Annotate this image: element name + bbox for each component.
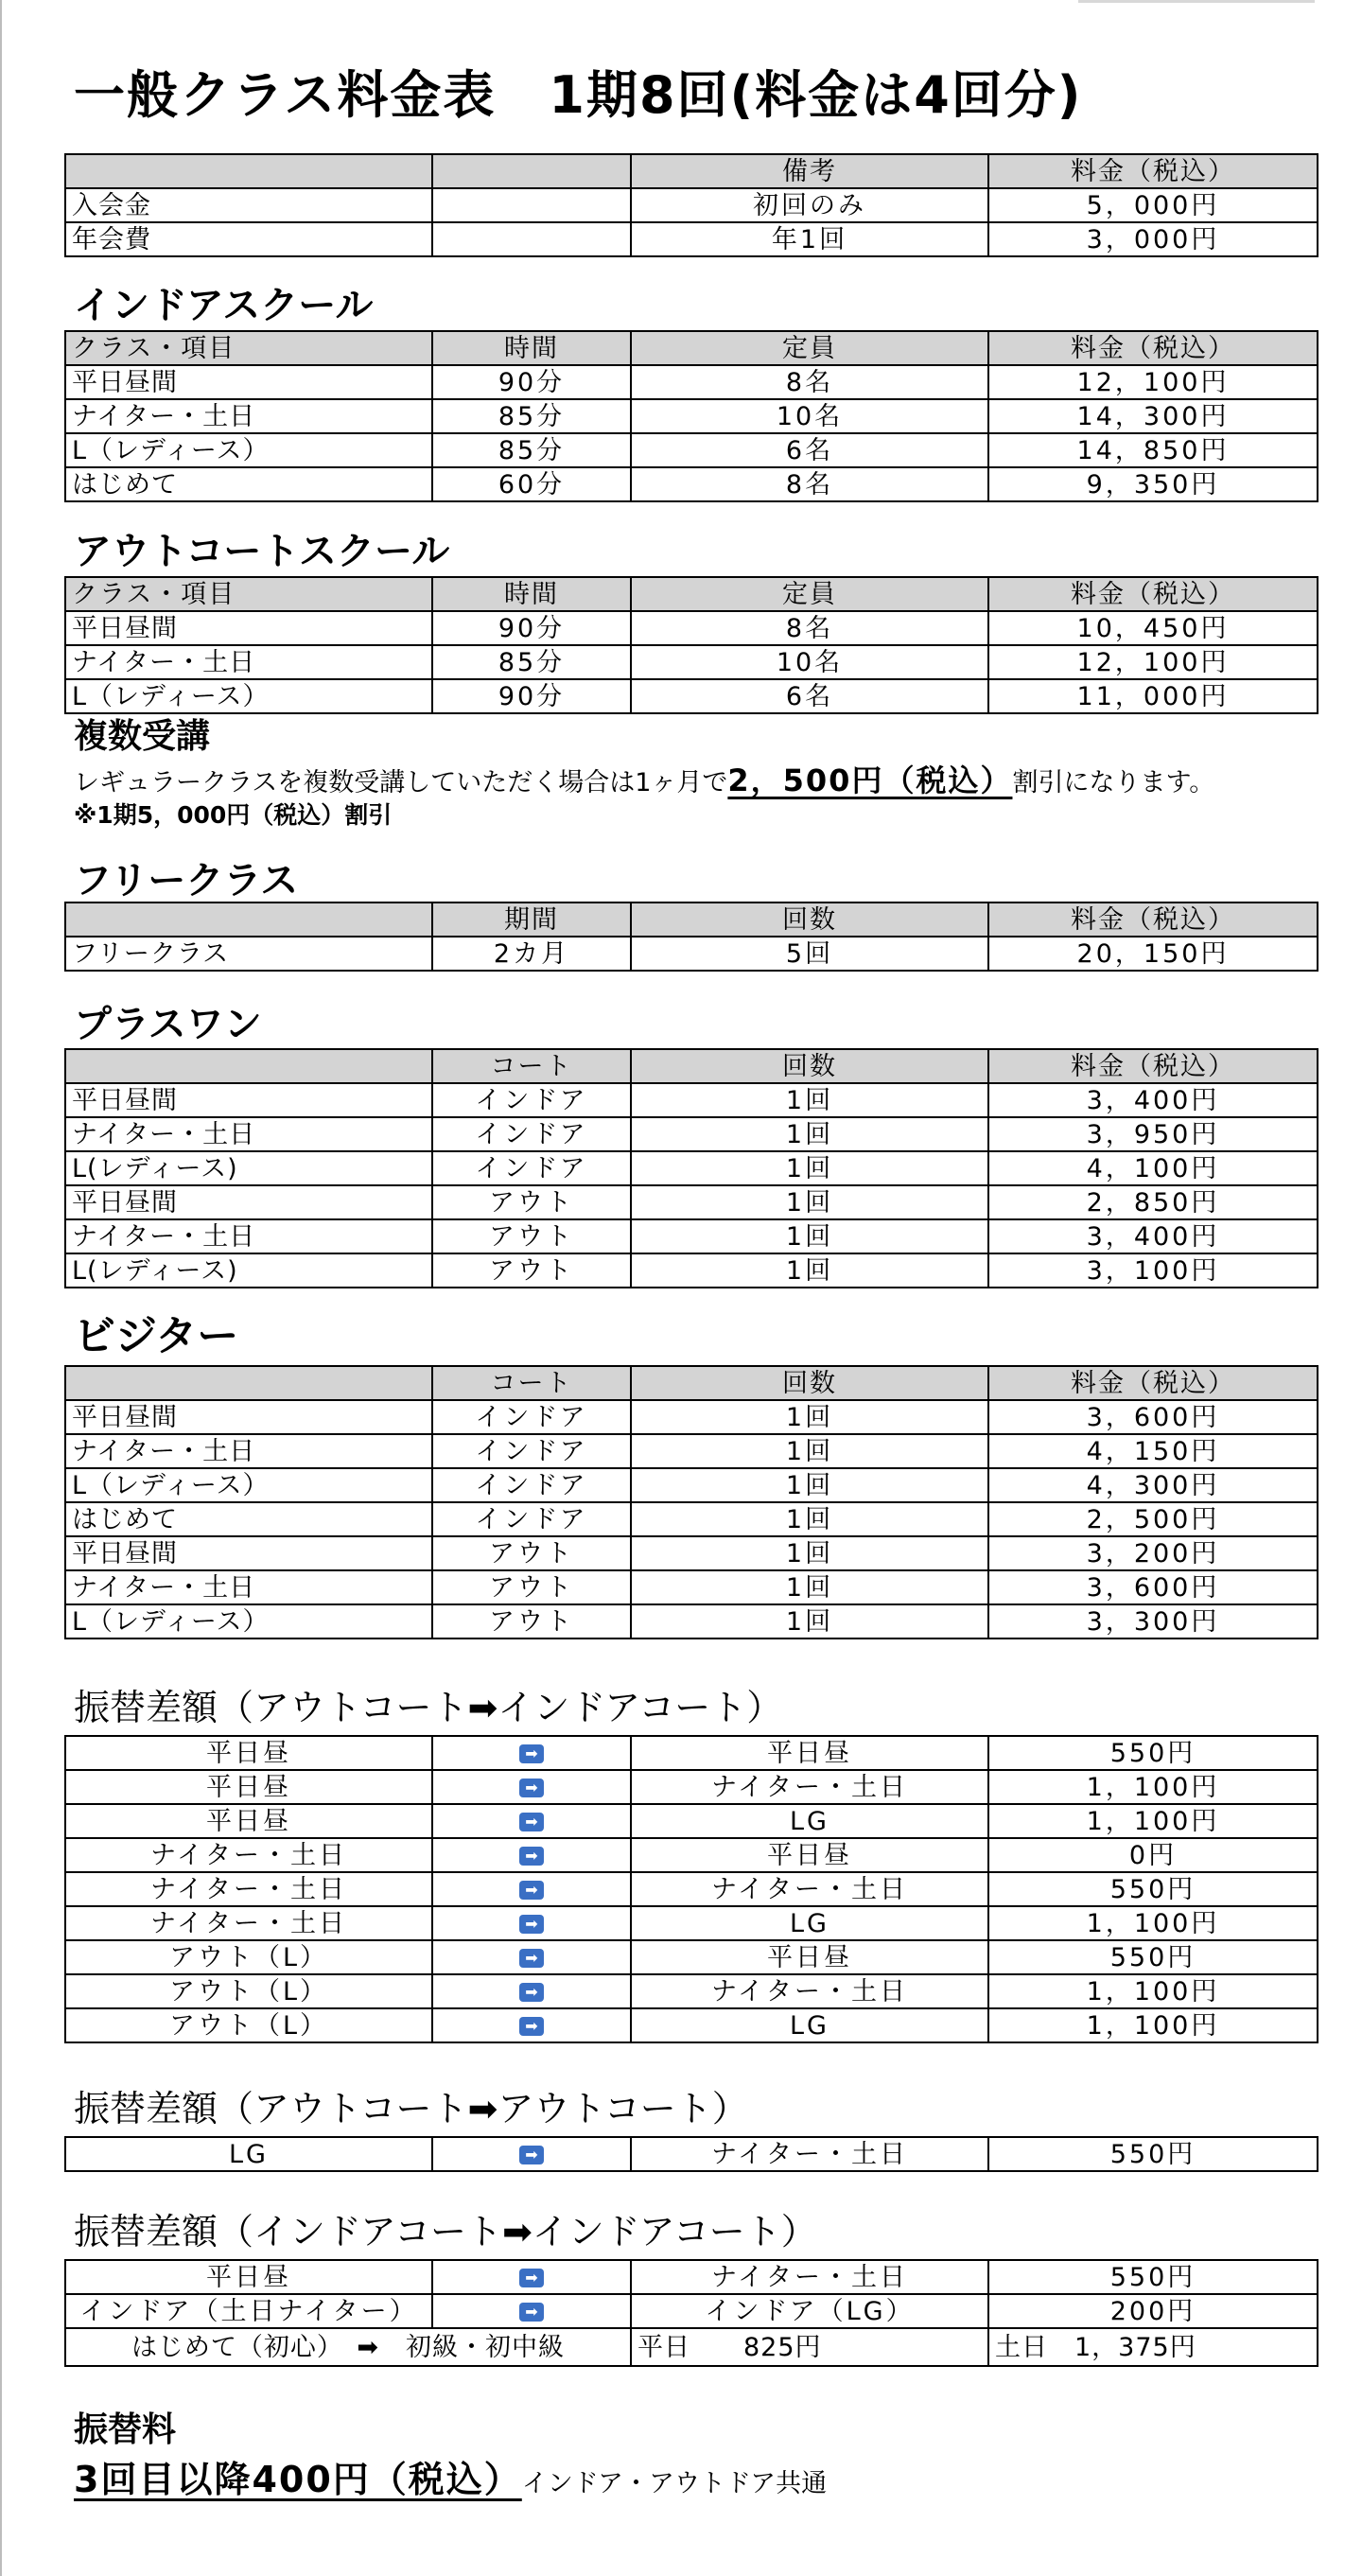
transfer3-title: 振替差額（インドアコート➡インドアコート） bbox=[74, 2211, 817, 2252]
transfer-to: ナイター・土日 bbox=[631, 1872, 988, 1906]
table-cell: 8名 bbox=[631, 365, 988, 399]
right-arrow-icon: ➡ bbox=[519, 2303, 544, 2322]
table-cell: 85分 bbox=[432, 399, 631, 433]
transfer1-table bbox=[64, 1735, 1318, 2043]
header-cell: 回数 bbox=[631, 1049, 988, 1083]
transfer-row bbox=[65, 1872, 1318, 1906]
table-cell: ナイター・土日 bbox=[65, 645, 432, 679]
table-cell: はじめて bbox=[65, 1502, 432, 1536]
outdoor-title: アウトコートスクール bbox=[74, 530, 450, 573]
table-cell: 8名 bbox=[631, 611, 988, 645]
transfer-from: ナイター・土日 bbox=[65, 1872, 432, 1906]
table-cell: 1回 bbox=[631, 1502, 988, 1536]
table-cell: ナイター・土日 bbox=[65, 399, 432, 433]
header-cell bbox=[432, 154, 631, 188]
table-cell: アウト bbox=[432, 1570, 631, 1604]
transfer-price: 200円 bbox=[988, 2294, 1318, 2328]
header-row bbox=[65, 1049, 1318, 1083]
table-row bbox=[65, 1151, 1318, 1185]
table-row bbox=[65, 222, 1318, 256]
table-cell: アウト bbox=[432, 1536, 631, 1570]
table-cell: 3，600円 bbox=[988, 1400, 1318, 1434]
table-cell: L（レディース） bbox=[65, 1468, 432, 1502]
table-cell: アウト bbox=[432, 1219, 631, 1253]
fees-table bbox=[64, 153, 1318, 257]
table-cell: インドア bbox=[432, 1117, 631, 1151]
transfer-from: アウト（L） bbox=[65, 1974, 432, 2008]
table-cell: 3，200円 bbox=[988, 1536, 1318, 1570]
transfer-price: 1，100円 bbox=[988, 1804, 1318, 1838]
multi-amount: 2，500円（税込） bbox=[727, 762, 1013, 798]
transfer-from: アウト（L） bbox=[65, 2008, 432, 2042]
transfer-weekend-price: 土日 1，375円 bbox=[988, 2328, 1318, 2366]
table-cell: 10名 bbox=[631, 645, 988, 679]
indoor-table bbox=[64, 330, 1318, 502]
table-cell: L（レディース） bbox=[65, 1604, 432, 1638]
table-cell: 1回 bbox=[631, 1468, 988, 1502]
table-cell: アウト bbox=[432, 1185, 631, 1219]
multi-text-before: レギュラークラスを複数受講していただく場合は1ヶ月で bbox=[74, 768, 728, 797]
table-cell: 1回 bbox=[631, 1434, 988, 1468]
right-arrow-icon: ➡ bbox=[519, 2146, 544, 2164]
table-row bbox=[65, 1400, 1318, 1434]
transfer-price: 1，100円 bbox=[988, 1770, 1318, 1804]
table-cell: L(レディース) bbox=[65, 1151, 432, 1185]
transfer-to: ナイター・土日 bbox=[631, 1770, 988, 1804]
header-cell: 定員 bbox=[631, 331, 988, 365]
table-row bbox=[65, 1570, 1318, 1604]
table-cell: 6名 bbox=[631, 433, 988, 467]
table-cell: インドア bbox=[432, 1400, 631, 1434]
table-row bbox=[65, 1083, 1318, 1117]
table-cell: 3，100円 bbox=[988, 1253, 1318, 1288]
arrow-cell bbox=[432, 1770, 631, 1804]
table-row bbox=[65, 679, 1318, 713]
header-cell: 時間 bbox=[432, 331, 631, 365]
table-cell: 平日昼間 bbox=[65, 611, 432, 645]
table-cell: 12，100円 bbox=[988, 365, 1318, 399]
table-cell: 10名 bbox=[631, 399, 988, 433]
table-cell: インドア bbox=[432, 1083, 631, 1117]
top-strip bbox=[1078, 0, 1315, 3]
transfer-to: ナイター・土日 bbox=[631, 2260, 988, 2294]
table-cell: 平日昼間 bbox=[65, 365, 432, 399]
multi-text bbox=[74, 757, 1214, 800]
table-cell: 3，600円 bbox=[988, 1570, 1318, 1604]
table-cell: 85分 bbox=[432, 645, 631, 679]
table-cell: 1回 bbox=[631, 1083, 988, 1117]
table-row bbox=[65, 645, 1318, 679]
table-cell: 3，400円 bbox=[988, 1219, 1318, 1253]
right-arrow-icon: ➡ bbox=[519, 2269, 544, 2287]
visitor-title: ビジター bbox=[74, 1312, 239, 1360]
table-cell: 平日昼間 bbox=[65, 1400, 432, 1434]
table-cell: 3，000円 bbox=[988, 222, 1318, 256]
free-title: フリークラス bbox=[74, 859, 299, 902]
table-row bbox=[65, 1468, 1318, 1502]
table-row bbox=[65, 1434, 1318, 1468]
table-cell: ナイター・土日 bbox=[65, 1117, 432, 1151]
transfer-fee-amount: 3回目以降400円（税込） bbox=[74, 2459, 522, 2500]
header-row bbox=[65, 331, 1318, 365]
header-cell: 料金（税込） bbox=[988, 154, 1318, 188]
header-row bbox=[65, 902, 1318, 937]
table-cell: ナイター・土日 bbox=[65, 1434, 432, 1468]
plusone-title: プラスワン bbox=[74, 1003, 262, 1046]
table-cell: 8名 bbox=[631, 467, 988, 501]
table-cell: L(レディース) bbox=[65, 1253, 432, 1288]
multi-text-after: 割引になります。 bbox=[1012, 768, 1215, 797]
table-cell: 1回 bbox=[631, 1570, 988, 1604]
transfer-price: 1，100円 bbox=[988, 1906, 1318, 1940]
arrow-cell bbox=[432, 2137, 631, 2171]
table-cell: 平日昼間 bbox=[65, 1185, 432, 1219]
arrow-cell bbox=[432, 2294, 631, 2328]
table-cell bbox=[432, 222, 631, 256]
multi-note: ※1期5，000円（税込）割引 bbox=[74, 801, 393, 829]
header-cell bbox=[65, 1049, 432, 1083]
transfer-to: 平日昼 bbox=[631, 1838, 988, 1872]
table-cell: 3，300円 bbox=[988, 1604, 1318, 1638]
table-cell: 4，100円 bbox=[988, 1151, 1318, 1185]
transfer2-table bbox=[64, 2136, 1318, 2172]
arrow-cell bbox=[432, 1872, 631, 1906]
header-row bbox=[65, 1366, 1318, 1400]
table-cell: 10，450円 bbox=[988, 611, 1318, 645]
table-cell: 12，100円 bbox=[988, 645, 1318, 679]
header-cell: コート bbox=[432, 1366, 631, 1400]
page-edge bbox=[0, 0, 2, 2576]
table-cell: 年会費 bbox=[65, 222, 432, 256]
header-cell: コート bbox=[432, 1049, 631, 1083]
header-cell: 料金（税込） bbox=[988, 1049, 1318, 1083]
right-arrow-icon: ➡ bbox=[519, 1779, 544, 1797]
header-row bbox=[65, 154, 1318, 188]
table-row bbox=[65, 1117, 1318, 1151]
transfer-from: 平日昼 bbox=[65, 2260, 432, 2294]
table-row bbox=[65, 1253, 1318, 1288]
table-cell: 初回のみ bbox=[631, 188, 988, 222]
table-cell: 20，150円 bbox=[988, 937, 1318, 971]
header-cell: クラス・項目 bbox=[65, 577, 432, 611]
header-cell: 備考 bbox=[631, 154, 988, 188]
indoor-title: インドアスクール bbox=[74, 284, 374, 327]
table-cell: 90分 bbox=[432, 679, 631, 713]
table-cell: 4，150円 bbox=[988, 1434, 1318, 1468]
transfer-from: ナイター・土日 bbox=[65, 1906, 432, 1940]
transfer-to: 平日昼 bbox=[631, 1940, 988, 1974]
right-arrow-icon: ➡ bbox=[519, 2017, 544, 2036]
table-cell: 3，400円 bbox=[988, 1083, 1318, 1117]
transfer-from: 平日昼 bbox=[65, 1770, 432, 1804]
page-title: 一般クラス料金表 1期8回(料金は4回分) bbox=[74, 65, 1083, 125]
transfer-from: アウト（L） bbox=[65, 1940, 432, 1974]
arrow-cell bbox=[432, 1906, 631, 1940]
header-cell: クラス・項目 bbox=[65, 331, 432, 365]
transfer-to: LG bbox=[631, 1906, 988, 1940]
table-cell: 60分 bbox=[432, 467, 631, 501]
header-cell: 回数 bbox=[631, 902, 988, 937]
table-cell bbox=[432, 188, 631, 222]
transfer-row bbox=[65, 1736, 1318, 1770]
header-row bbox=[65, 577, 1318, 611]
transfer-row bbox=[65, 2294, 1318, 2328]
transfer3-table bbox=[64, 2259, 1318, 2367]
table-row bbox=[65, 1604, 1318, 1638]
table-row bbox=[65, 1185, 1318, 1219]
transfer-from: ナイター・土日 bbox=[65, 1838, 432, 1872]
multi-title: 複数受講 bbox=[74, 717, 211, 756]
transfer-from: 平日昼 bbox=[65, 1804, 432, 1838]
table-row bbox=[65, 399, 1318, 433]
arrow-cell bbox=[432, 1974, 631, 2008]
transfer-row bbox=[65, 1770, 1318, 1804]
transfer-row bbox=[65, 2008, 1318, 2042]
header-cell: 料金（税込） bbox=[988, 902, 1318, 937]
transfer-to: 平日昼 bbox=[631, 1736, 988, 1770]
transfer1-title: 振替差額（アウトコート➡インドアコート） bbox=[74, 1687, 783, 1728]
transfer-price: 550円 bbox=[988, 2137, 1318, 2171]
transfer-row bbox=[65, 1940, 1318, 1974]
table-row bbox=[65, 1536, 1318, 1570]
table-cell: 1回 bbox=[631, 1117, 988, 1151]
transfer-price: 0円 bbox=[988, 1838, 1318, 1872]
transfer-to: LG bbox=[631, 2008, 988, 2042]
table-row bbox=[65, 365, 1318, 399]
right-arrow-icon: ➡ bbox=[519, 1744, 544, 1763]
header-cell: 時間 bbox=[432, 577, 631, 611]
arrow-cell bbox=[432, 1736, 631, 1770]
table-cell: 4，300円 bbox=[988, 1468, 1318, 1502]
table-cell: ナイター・土日 bbox=[65, 1570, 432, 1604]
transfer-row bbox=[65, 1838, 1318, 1872]
table-cell: 1回 bbox=[631, 1400, 988, 1434]
table-cell: 85分 bbox=[432, 433, 631, 467]
transfer-from: 平日昼 bbox=[65, 1736, 432, 1770]
transfer-beginner-from: はじめて（初心） ➡ 初級・初中級 bbox=[65, 2328, 631, 2366]
table-cell: 11，000円 bbox=[988, 679, 1318, 713]
transfer-price: 550円 bbox=[988, 2260, 1318, 2294]
transfer-weekday-price: 平日 825円 bbox=[631, 2328, 988, 2366]
right-arrow-icon: ➡ bbox=[519, 1881, 544, 1900]
arrow-cell bbox=[432, 1804, 631, 1838]
outdoor-table bbox=[64, 576, 1318, 714]
table-cell: 1回 bbox=[631, 1151, 988, 1185]
right-arrow-icon: ➡ bbox=[519, 1983, 544, 2002]
transfer-from: LG bbox=[65, 2137, 432, 2171]
transfer-price: 1，100円 bbox=[988, 2008, 1318, 2042]
header-cell: 定員 bbox=[631, 577, 988, 611]
table-row bbox=[65, 937, 1318, 971]
table-cell: インドア bbox=[432, 1434, 631, 1468]
table-cell: 平日昼間 bbox=[65, 1083, 432, 1117]
table-cell: L（レディース） bbox=[65, 679, 432, 713]
transfer-row bbox=[65, 1906, 1318, 1940]
table-cell: インドア bbox=[432, 1468, 631, 1502]
transfer-row-beginner bbox=[65, 2328, 1318, 2366]
arrow-cell bbox=[432, 1838, 631, 1872]
table-cell: 平日昼間 bbox=[65, 1536, 432, 1570]
plusone-table bbox=[64, 1048, 1318, 1288]
table-cell: 5，000円 bbox=[988, 188, 1318, 222]
transfer-to: インドア（LG） bbox=[631, 2294, 988, 2328]
table-cell: インドア bbox=[432, 1151, 631, 1185]
transfer-to: ナイター・土日 bbox=[631, 2137, 988, 2171]
table-cell: アウト bbox=[432, 1604, 631, 1638]
table-cell: 2，850円 bbox=[988, 1185, 1318, 1219]
table-row bbox=[65, 188, 1318, 222]
table-cell: 9，350円 bbox=[988, 467, 1318, 501]
transfer-row bbox=[65, 1974, 1318, 2008]
transfer-to: LG bbox=[631, 1804, 988, 1838]
right-arrow-icon: ➡ bbox=[519, 1813, 544, 1831]
table-cell: インドア bbox=[432, 1502, 631, 1536]
table-row bbox=[65, 1502, 1318, 1536]
table-cell: 14，850円 bbox=[988, 433, 1318, 467]
transfer-row bbox=[65, 2137, 1318, 2171]
right-arrow-icon: ➡ bbox=[519, 1915, 544, 1934]
table-cell: 6名 bbox=[631, 679, 988, 713]
table-cell: 2，500円 bbox=[988, 1502, 1318, 1536]
table-cell: フリークラス bbox=[65, 937, 432, 971]
transfer-price: 550円 bbox=[988, 1736, 1318, 1770]
table-cell: 90分 bbox=[432, 365, 631, 399]
visitor-table bbox=[64, 1365, 1318, 1639]
table-cell: 1回 bbox=[631, 1185, 988, 1219]
table-cell: はじめて bbox=[65, 467, 432, 501]
header-cell: 料金（税込） bbox=[988, 331, 1318, 365]
arrow-cell bbox=[432, 1940, 631, 1974]
transfer-price: 550円 bbox=[988, 1940, 1318, 1974]
transfer-row bbox=[65, 1804, 1318, 1838]
table-cell: 入会金 bbox=[65, 188, 432, 222]
table-cell: 14，300円 bbox=[988, 399, 1318, 433]
right-arrow-icon: ➡ bbox=[519, 1949, 544, 1968]
arrow-cell bbox=[432, 2008, 631, 2042]
table-cell: 1回 bbox=[631, 1219, 988, 1253]
table-cell: アウト bbox=[432, 1253, 631, 1288]
table-row bbox=[65, 433, 1318, 467]
transfer-fee-note: インドア・アウトドア共通 bbox=[521, 2469, 828, 2498]
right-arrow-icon: ➡ bbox=[519, 1847, 544, 1866]
table-row bbox=[65, 611, 1318, 645]
table-cell: 1回 bbox=[631, 1604, 988, 1638]
transfer2-title: 振替差額（アウトコート➡アウトコート） bbox=[74, 2088, 748, 2129]
transfer-fee-text bbox=[74, 2450, 827, 2502]
table-cell: 年1回 bbox=[631, 222, 988, 256]
transfer-price: 550円 bbox=[988, 1872, 1318, 1906]
transfer-row bbox=[65, 2260, 1318, 2294]
header-cell bbox=[65, 902, 432, 937]
table-cell: 5回 bbox=[631, 937, 988, 971]
arrow-cell bbox=[432, 2260, 631, 2294]
header-cell bbox=[65, 1366, 432, 1400]
header-cell: 回数 bbox=[631, 1366, 988, 1400]
header-cell bbox=[65, 154, 432, 188]
header-cell: 料金（税込） bbox=[988, 577, 1318, 611]
header-cell: 期間 bbox=[432, 902, 631, 937]
table-cell: 3，950円 bbox=[988, 1117, 1318, 1151]
transfer-to: ナイター・土日 bbox=[631, 1974, 988, 2008]
table-cell: ナイター・土日 bbox=[65, 1219, 432, 1253]
table-cell: 1回 bbox=[631, 1253, 988, 1288]
transfer-from: インドア（土日ナイター） bbox=[65, 2294, 432, 2328]
transfer-fee-title: 振替料 bbox=[74, 2410, 177, 2449]
table-cell: 90分 bbox=[432, 611, 631, 645]
table-cell: 1回 bbox=[631, 1536, 988, 1570]
header-cell: 料金（税込） bbox=[988, 1366, 1318, 1400]
table-cell: 2カ月 bbox=[432, 937, 631, 971]
table-row bbox=[65, 467, 1318, 501]
table-row bbox=[65, 1219, 1318, 1253]
table-cell: L（レディース） bbox=[65, 433, 432, 467]
transfer-price: 1，100円 bbox=[988, 1974, 1318, 2008]
free-table bbox=[64, 902, 1318, 972]
